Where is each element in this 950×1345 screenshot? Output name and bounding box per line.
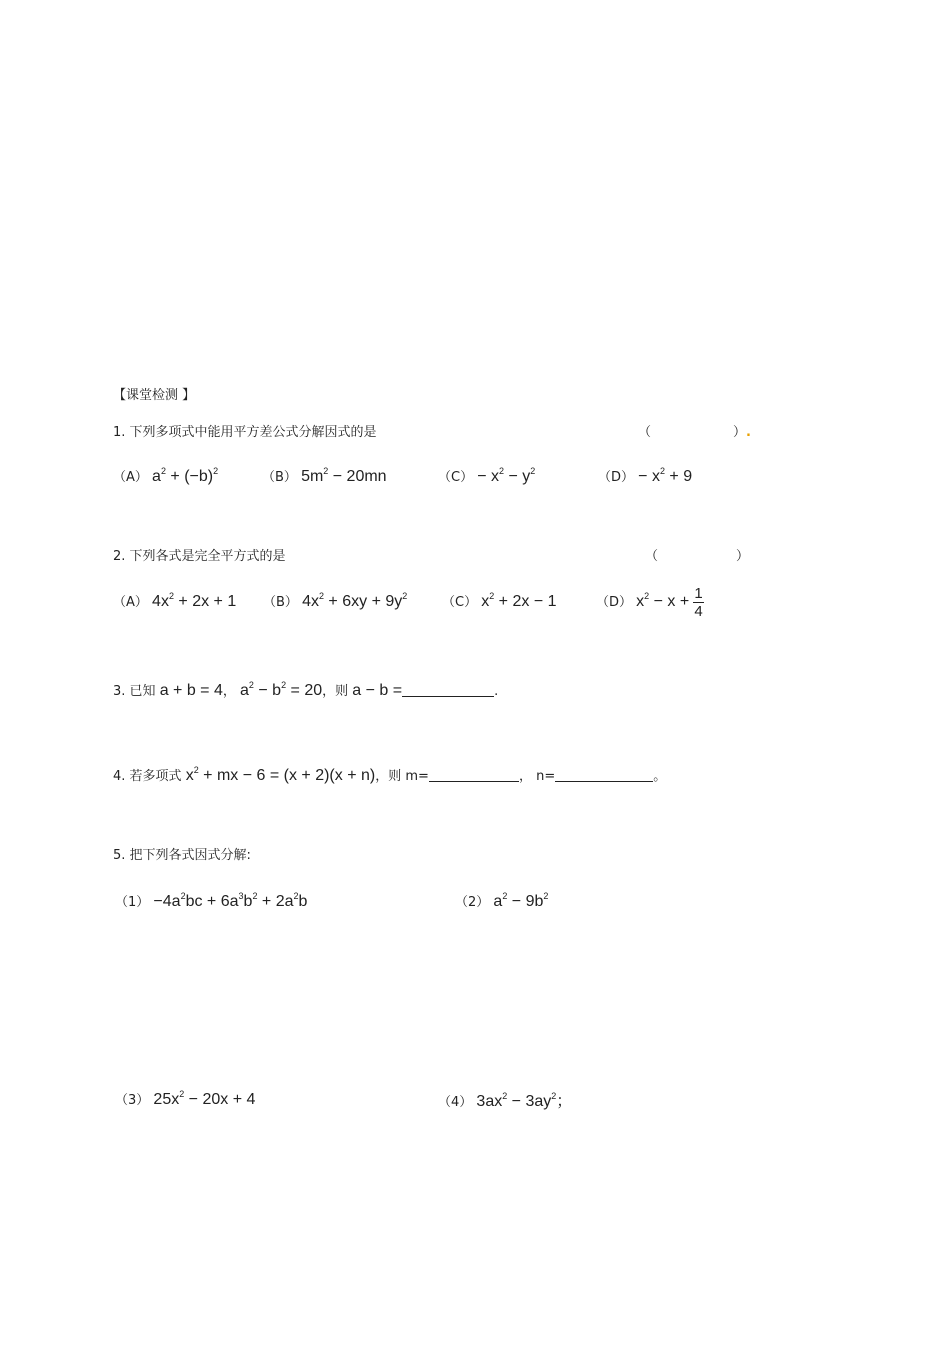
q2-stem: 2. 下列各式是完全平方式的是: [113, 549, 286, 564]
q1-option-d: $(D) - x^2 + 9$: [598, 466, 693, 485]
q4-n-blank[interactable]: [555, 767, 653, 782]
q3-answer-blank[interactable]: [402, 682, 494, 697]
q4-m-blank[interactable]: [429, 767, 519, 782]
q2-option-c: （C） $x^2 + 2x - 1$: [442, 591, 557, 610]
q2-answer-paren: （ ）: [645, 549, 750, 564]
q2-option-d-fraction: $\frac{1}{4}$: [694, 585, 703, 620]
q5-item-1: $(1) -4a^2bc + 6a^3b^2 + 2a^2b$: [115, 891, 308, 910]
q5-item-2: （2） $a^2 - 9b^2$: [455, 891, 549, 910]
q1-dot-mark: .: [746, 425, 751, 440]
section-title: 【课堂检测 】: [113, 388, 196, 403]
q2-option-a: （A） $4x^2 + 2x + 1$: [113, 591, 237, 610]
q5-item-4: （4） $3ax^2 - 3ay^2$；: [438, 1091, 573, 1110]
q1-option-a: （A） $a^2 + (-b)^2$: [113, 466, 219, 485]
q1-option-c: $(C) - x^2 - y^2$: [438, 466, 536, 485]
q5-item-3: （3） $25x^2 - 20x + 4$: [115, 1089, 256, 1108]
q1-stem: 1. 下列多项式中能用平方差公式分解因式的是: [113, 425, 377, 440]
q2-option-b: （B） $4x^2 + 6xy + 9y^2$: [263, 591, 408, 610]
q3-line: 3. 已知 a + b = 4， $a^2 - b^2 = 20$，则 a − b = .: [113, 680, 499, 699]
q5-stem: 5. 把下列各式因式分解:: [113, 848, 251, 863]
q2-option-d: （D） $x^2 - x$ + $\frac{1}{4}$: [596, 585, 703, 620]
q1-answer-paren: （ ）.: [638, 425, 751, 440]
q1-option-b: （B） $5m^2 - 20mn$: [262, 466, 387, 485]
q4-line: 4. 若多项式 $x^2$ + mx − 6 = (x + 2)(x + n)，则 m= ， n= 。: [113, 765, 667, 784]
